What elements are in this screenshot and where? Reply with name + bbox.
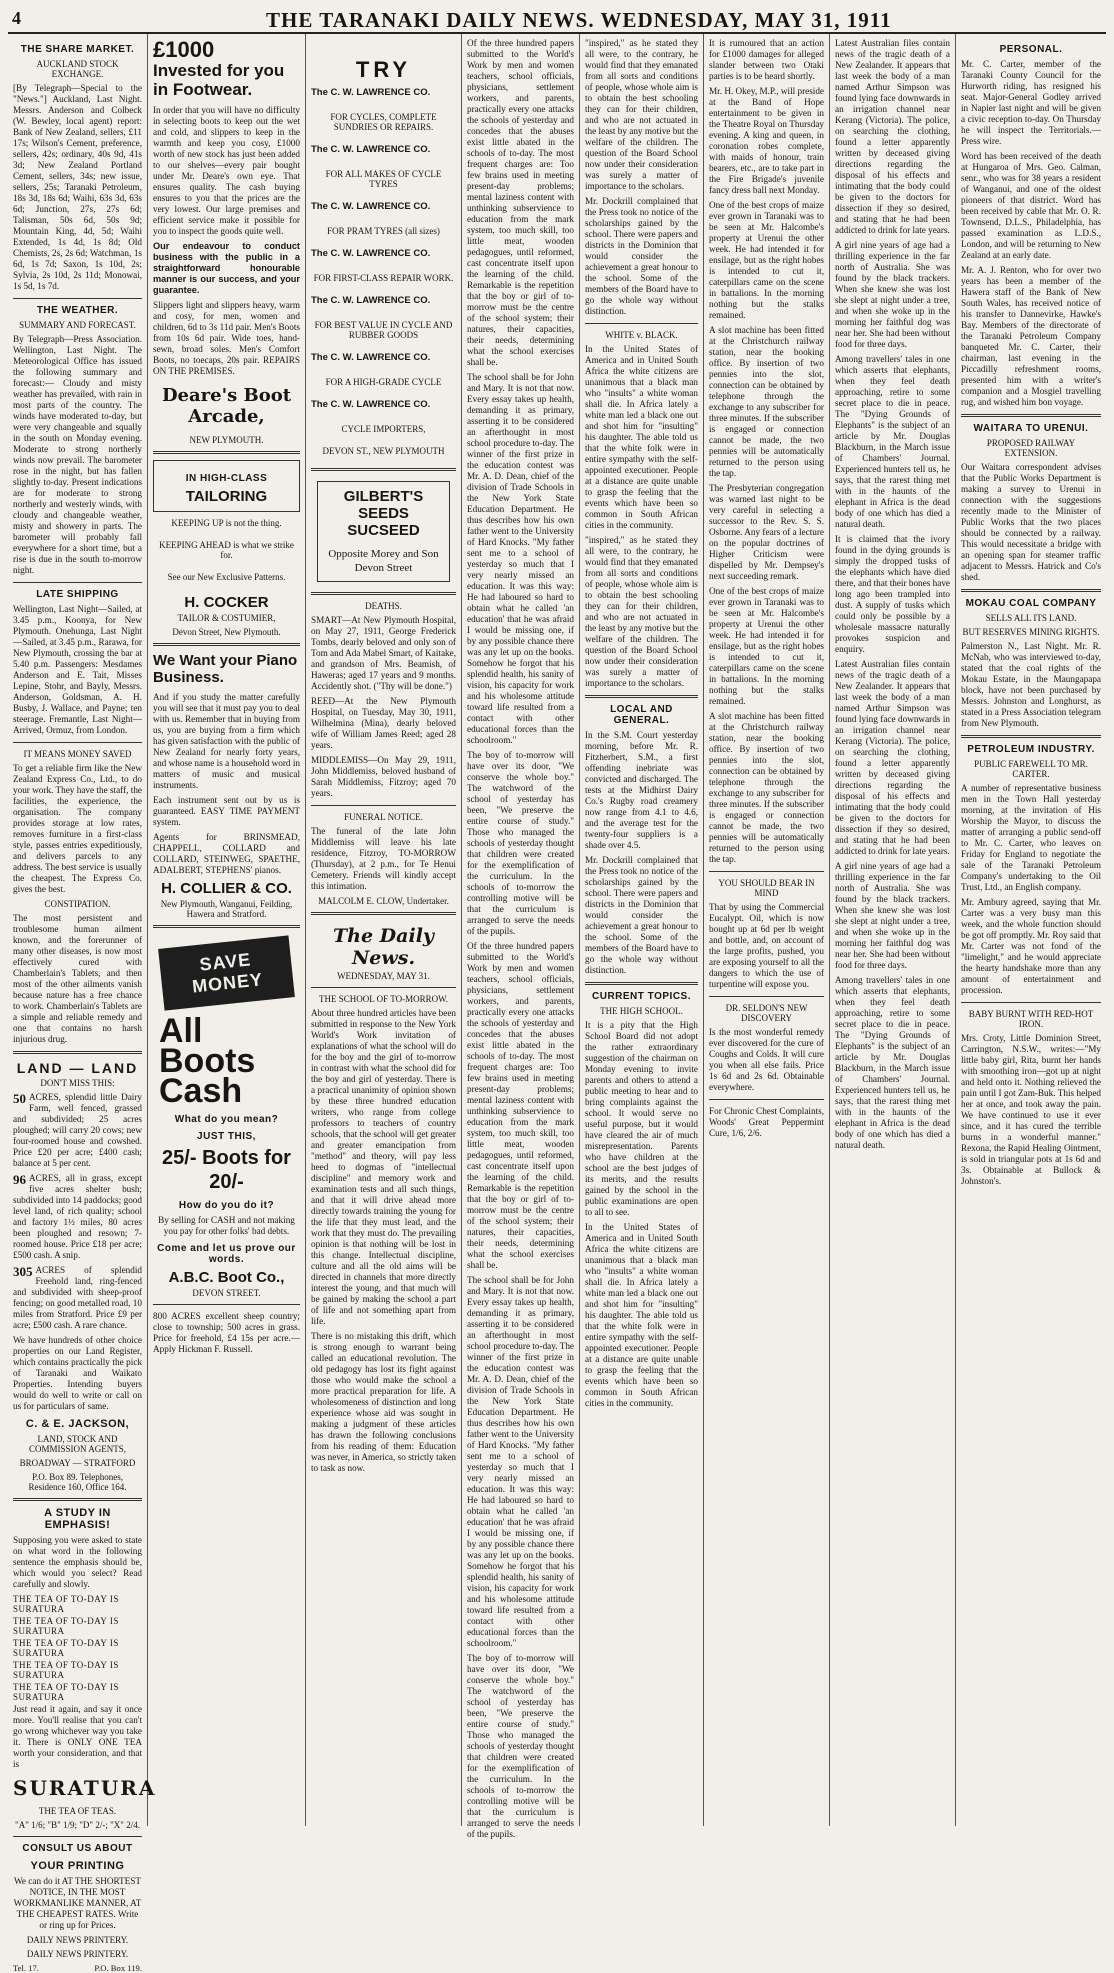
tailoring-copy: KEEPING AHEAD is what we strike for. xyxy=(159,540,294,560)
piano-body-2: Each instrument sent out by us is guaranteed. EASY TIME PAYMENT system. xyxy=(153,795,300,827)
lawrence-line: The C. W. LAWRENCE CO. xyxy=(311,201,431,212)
editorial-continued: The boy of to-morrow will have over its door, "We conserve the whole boy." The watchword of the school of yesterday has been, "We preserve the entire course of study." Those who managed the schools of yesterday thought that children were created for the exemplification of the curriculum. In the schools of to-morrow the controlling motive will be that the curriculum is arranged to serve the needs of the pupils. xyxy=(467,1653,574,1839)
tea-line: THE TEA OF TO-DAY IS SURATURA xyxy=(13,1660,119,1680)
land-sub: DON'T MISS THIS: xyxy=(40,1078,115,1088)
deare-price: £1000 xyxy=(153,37,215,62)
printery-line: DAILY NEWS PRINTERY. xyxy=(26,1949,129,1959)
shipping-heading: LATE SHIPPING xyxy=(36,589,119,600)
personal-body: Word has been received of the death at Hungaroa of Mrs. Geo. Calman, senr., who was for 38 years a resident of Wanganui, and one of the oldest pioneers of that district. Word has been received by cable that Mr. O. R. Townsend, D.L.S., Philadelphia, has passed examination as L.D.S., London, and will be returning to New Zealand at an early date. xyxy=(961,151,1101,260)
daily-news-date: WEDNESDAY, MAY 31. xyxy=(337,971,430,981)
seeds-line-2: SEEDS xyxy=(358,505,409,522)
column-4 xyxy=(462,34,580,1839)
waitara-heading: WAITARA TO URENUI. xyxy=(973,423,1089,434)
share-market-heading: THE SHARE MARKET. xyxy=(20,44,135,55)
tea-line: THE TEA OF TO-DAY IS SURATURA xyxy=(13,1616,119,1636)
weather-sub: SUMMARY AND FORECAST. xyxy=(19,320,136,330)
lawrence-item: FOR CYCLES, COMPLETE SUNDRIES OR REPAIRS. xyxy=(330,112,437,132)
iron-heading: BABY BURNT WITH RED-HOT IRON. xyxy=(968,1009,1094,1029)
page-number: 4 xyxy=(12,8,21,28)
suratura-grades: "A" 1/6; "B" 1/9; "D" 2/-; "X" 2/4. xyxy=(15,1820,140,1830)
lawrence-item: FOR A HIGH-GRADE CYCLE xyxy=(325,377,442,387)
column-8 xyxy=(956,34,1106,1826)
petroleum-body-2: Mr. Ambury agreed, saying that Mr. Carter was a very busy man this week, and the whole function should be got off promptly. Mr. Roy said that Mr. Carter was not fond of the "limelight," and he would appreciate the hearty handshake more than any amount of entertainment and procession. xyxy=(961,897,1101,995)
local-item: Latest Australian files contain news of the tragic death of a New Zealander. It appears that last week the body of a man named Arthur Simpson was found lying face downwards in an irrigation channel near Kerang (Victoria). The police, on searching the clothing, found a letter apparently written by deceased giving directions regarding the disposal of his effects and intimating that the body could be given to the doctors for dissection if they so desired, and stating that he had been addicted to drink for late years. xyxy=(835,659,950,856)
local-item: One of the best crops of maize ever grown in Taranaki was to be seen at Mr. Halcombe's property at Urenui the other week. He had intended it for ensilage, but as the right hobes is intended to cut it, caterpillars came on the scene in battalions. In the morning nothing but the stalks remained. xyxy=(709,586,824,706)
letters-body: Mr. Dockrill complained that the Press took no notice of the scholarships gained by the school. There were papers and districts in the Dominion that would consider the achievement a great honour to the school. Some of the members of the Board have to go the whole way without distinction. xyxy=(585,196,698,316)
local-item: A slot machine has been fitted at the Christchurch railway station, near the booking office. By insertion of two pennies into the slot, connection can be obtained by telephone through the exchange to any subscriber for three minutes. If the subscriber is engaged or connection cannot be made, the two pennies will be automatically returned to the person using the tap. xyxy=(709,325,824,478)
try-heading: TRY xyxy=(355,57,412,82)
share-market-body: [By Telegraph—Special to the "News."] Auckland, Last Night. Messrs. Anderson and Colbeck (W. Bewley, local agent) report: Bank of New Zealand, sellers, £11 17s; Wilson's Cement, preference, sellers, 42s; ordinary, 40s 9d, 41s 3d; New Zealand Portland Cement, sellers, 34s; new issue, sellers, 25s; Taranaki Petroleum, 18s 3d, 18s 6d; Waihi, 63s 3d, 63s 6d; Junction, 27s, 27s 6d; Talisman, 50s 6d, 50s 9d; Mountain King, 4d, 5d; Waihi Extended, 1s 4d, 1s 8d; Old Chemists, 2s, 2s 6d; Watchman, 1s 6d, 1s 7d; Saxon, 1s 10d, 2s; Sylvia, 2s 10d, 2s 11d; Monowai, 1s 5d, 1s 7d. xyxy=(13,83,142,291)
cocker-sub: TAILOR & COSTUMIER, xyxy=(177,613,276,623)
local-item: A girl nine years of age had a thrilling experience in the far north of Australia. She was found by the black trackers. When she knew she was lost she slept at night under a tree, and when she woke up in the morning her faithful dog was near her. She had been without food for three days. xyxy=(835,240,950,349)
deare-headline: Invested for you in Footwear. xyxy=(153,61,285,99)
local-general-heading: LOCAL AND GENERAL. xyxy=(610,704,673,726)
column-1 xyxy=(8,34,157,1973)
tea-line: THE TEA OF TO-DAY IS SURATURA xyxy=(13,1682,119,1702)
deaths-body: SMART—At New Plymouth Hospital, on May 27, 1911, George Frederick Tombs, dearly beloved and only son of Tom and Ada Mabel Smart, of Kaitake, and grandson of Mrs. Beamish, of Haweras; aged 17 years and 9 months. Accidently shot. ("Thy will be done.") xyxy=(311,615,456,691)
seeds-line-1: GILBERT'S xyxy=(343,488,424,505)
local-general-body: In the S.M. Court yesterday morning, before Mr. R. Fitzherbert, S.M., a first offending inebriate was convicted and discharged. The tests at the Midhirst Dairy Co.'s Rugby road creamery now range from 4.1 to 4.6, and the average test for the twenty-four suppliers is a shade over 4.5. xyxy=(585,730,698,850)
masthead xyxy=(8,6,1106,34)
land-item: 96 ACRES, all in grass, except five acres shelter bush; subdivided into 14 paddocks; good level land, of rich quality; school and factory 1½ miles, 80 acres been ploughed and resown; 7-roomed house. Price £18 per acre; £500 cash. A snip. xyxy=(13,1172,142,1260)
emphasis-body: Supposing you were asked to state on what word in the following sentence the emphasis should be, which would you select? Read carefully and slowly. xyxy=(13,1535,142,1589)
lawrence-item: FOR ALL MAKES OF CYCLE TYRES xyxy=(325,169,442,189)
tea-line: THE TEA OF TO-DAY IS SURATURA xyxy=(13,1638,119,1658)
lawrence-line: The C. W. LAWRENCE CO. xyxy=(311,352,431,363)
local-item: It is claimed that the ivory found in the dying grounds is simply the dropped tusks of the elephants which have died there, and that their bones have long ago been trampled into dust. A supply of tusks which could only be possible by a wholesale massacre naturally provokes suspicion and enquiry. xyxy=(835,534,950,654)
current-topics-body: In the United States of America and in United South Africa the white citizens are unanimous that a black man who "insults" a white woman shall die. In Africa lately a white man led a black one out and shot him for "insulting" his daughter. The able told us that the white folk were in entire sympathy with the self-appointed executioner. People at a distance are quite unable to grasp the feeling that the events which have been so common in South African cities in the community. xyxy=(585,1222,698,1408)
column-3 xyxy=(306,34,462,1826)
seeds-sub: Opposite Morey and Son Devon Street xyxy=(328,548,439,574)
local-item: Among travellers' tales in one which asserts that elephants, when they feel death approaching, retire to some secret place to die in peace. The "Dying Grounds of Elephants" is the subject of an article by Mr. Douglas Blackburn, in the March issue of Chambers' Journal. Experienced hunters tell us, he says, that the rarest thing met with in the haunts of the elephant in Africa is the dead body of one which has died a natural death. xyxy=(835,354,950,529)
cocker-address: Devon Street, New Plymouth. xyxy=(172,627,281,637)
mokau-sub-2: BUT RESERVES MINING RIGHTS. xyxy=(962,627,1100,637)
weather-heading: THE WEATHER. xyxy=(36,305,119,316)
local-item: Among travellers' tales in one which asserts that elephants, when they feel death approaching, retire to some secret place to die in peace. The "Dying Grounds of Elephants" is the subject of an article by Mr. Douglas Blackburn, in the March issue of Chambers' Journal. Experienced hunters tell us, he says, that the rarest thing met with in the haunts of the elephant in Africa is the dead body of one which has died a natural death. xyxy=(835,975,950,1150)
seeds-line-3: SUCSEED xyxy=(347,522,420,539)
constipation-heading: CONSTIPATION. xyxy=(44,899,111,909)
russell-ad: 800 ACRES excellent sheep country; close to township; 500 acres in grass. Price for freehold, £4 15s per acre.—Apply Hickman F. Russell. xyxy=(153,1311,300,1354)
current-topics-sub: THE HIGH SCHOOL. xyxy=(600,1006,683,1016)
constipation-body: The most persistent and troublesome human ailment known, and the forerunner of many other diseases, is now most effectively cured with Chamberlain's Tablets, and then most of the other ailments vanish because nature has a free chance to work. Chamberlain's Tablets are a simple and reliable remedy and one that contains no harsh injurious drug. xyxy=(13,913,142,1044)
local-item: Mr. H. Okey, M.P., will preside at the Band of Hope entertainment to be given in the Theatre Royal on Thursday evening. A king and queen, in coronation robes complete, with maids of honour, train bearers, etc., are to take part in the Fire Brigade's juvenile fancy dress ball next Monday. xyxy=(709,86,825,195)
column-7 xyxy=(830,34,956,1826)
seldon-heading: DR. SELDON'S NEW DISCOVERY xyxy=(725,1003,808,1023)
boots-mean: What do you mean? xyxy=(174,1114,279,1125)
funeral-body: The funeral of the late John Middlemiss will leave his late residence, Fitzroy, TO-MORROW (Thursday), at 2 p.m., for Te Henui Cemetery. Friends will kindly accept this intimation. xyxy=(311,826,456,891)
tea-body: Just read it again, and say it once more. You'll realise that you can't go wrong whichever way you take it. There is ONLY ONE TEA worth your consideration, and that is xyxy=(13,1704,142,1769)
printing-body: We can do it AT THE SHORTEST NOTICE, IN THE MOST WORKMANLIKE MANNER, AT THE CHEAPEST RATES. Write or ring up for Prices. xyxy=(13,1876,142,1930)
personal-body: Mr. C. Carter, member of the Taranaki County Council for the Hurworth riding, has resigned his seat. Major-General Godley arrived in Napier last night and will be given a civic reception to-day. On Thursday he will inspect the Territorials.—Press wire. xyxy=(961,59,1101,146)
column-6 xyxy=(704,34,830,1826)
local-item: One of the best crops of maize ever grown in Taranaki was to be seen at Mr. Halcombe's property at Urenui the other week. He had intended it for ensilage, but as the right hobes is intended to cut it, caterpillars came on the scene in battalions. In the morning nothing but the stalks remained. xyxy=(709,200,824,320)
deare-town: NEW PLYMOUTH. xyxy=(189,435,264,445)
tailoring-copy: See our New Exclusive Patterns. xyxy=(167,572,286,582)
mokau-heading: MOKAU COAL COMPANY xyxy=(965,598,1097,609)
letters-body: "inspired," as he stated they all were, to the contrary, he would find that they emanated from all sorts and conditions of people, whose whole aim is to obtain the best schooling they can for their children, and who are not actuated in the least by any motive but the welfare of the children. The question of the Board School now under their consideration was surely a matter of importance to the scholars. xyxy=(585,38,698,191)
lawrence-item: CYCLE IMPORTERS, xyxy=(341,424,426,434)
jackson-name: C. & E. JACKSON, xyxy=(25,1418,130,1430)
abc-boot-name: A.B.C. Boot Co., xyxy=(168,1269,285,1286)
petroleum-body: A number of representative business men in the Town Hall yesterday morning, at the invitation of His Worship the Mayor, to discuss the matter of arranging a public send-off to Mr. C. Carter, who leaves on Friday for England to negotiate the sale of the Taranaki Petroleum Company's undertaking to the Oil Trust, Ltd., an English company. xyxy=(961,783,1101,892)
personal-heading: PERSONAL. xyxy=(999,44,1063,55)
local-item: Latest Australian files contain news of the tragic death of a New Zealander. It appears that last week the body of a man named Arthur Simpson was found lying face downwards in an irrigation channel near Kerang (Victoria). The police, on searching the clothing, found a letter apparently written by deceased giving directions regarding the disposal of his effects and intimating that the body could be given to the doctors for dissection if they so desired, and stating that he had been addicted to drink for late years. xyxy=(835,38,950,235)
emphasis-heading: A STUDY IN EMPHASIS! xyxy=(44,1507,111,1531)
iron-body: Mrs. Croty, Little Dominion Street, Carrington, N.S.W., writes:—"My little baby girl, Rita, burnt her hands with smoothing iron—got up at night and held onto it. Nothing relieved the pain until I got Zam-Buk. This helped her at once, and took away the pain. We have continued to use it ever since, and it has cured the terrible burns in a wonderful manner." Rexona, the Rapid Healing Ointment, is sold in triangular pots at 1s 6d and 3s. Obtainable at Bullock & Johnston's. xyxy=(961,1033,1101,1186)
printing-heading: YOUR PRINTING xyxy=(30,1860,125,1872)
white-black-body: In the United States of America and in United South Africa the white citizens are unanimous that a black man who "insults" a white woman shall die. In Africa lately a white man led a black one out and shot him for "insulting" his daughter. The able told us that the white folk were in entire sympathy with the self-appointed executioner. People at a distance are quite unable to grasp the feeling that the events which have been so common in South African cities in the community. xyxy=(585,344,698,530)
printery-contacts xyxy=(13,1963,142,1973)
boots-how: How do you do it? xyxy=(178,1200,275,1211)
mokau-sub: SELLS ALL ITS LAND. xyxy=(985,613,1077,623)
tailoring-line-2: TAILORING xyxy=(185,488,268,505)
editorial-body: About three hundred articles have been submitted in response to the New York World's Work invitation of explanations of what the school will do for the boy and the girl of to-morrow in contrast with what the school did for the boy and girl of yesterday. There is a practical unanimity of opinion shown by these three hundred education writers, who range from college professors to teachers of country schools, that the school will get greater and greater emancipation from "method" and theory, will pay less heed to dogmas of "intellectual discipline" and memory work and examination tests and all such things, and that it will drive ahead more directly towards training the young for the life that they must lead, and the work that they must do. The prevailing opinion is that nothing will be lost in this change. Intellectual discipline, culture and all the old aims will be directed in channels that more directly interest the young, and that much will be gained by making the school a part of life and not something apart from life. xyxy=(311,1008,456,1326)
editorial-continued: The school shall be for John and Mary. It is not that now. Every essay takes up health, demanding it as primary, asserting it to be considered an afterthought in most school procedure to-day. The winner of the first prize in the education contest was Mr. A. D. Dean, chief of the division of Trade Schools in the New York State Education Department. He thus describes how his own father went to the University of Hard Knocks. "My father sent me to a school of yesterday so much that I very nearly missed an education. It was this way: He had laboured so hard to obtain what he called 'an education' that he was afraid I would be missing one, if by any possible chance there was any let up on the books. Somehow he forgot that his splendid health, his sanity of vision, his capacity for work and his wholesome attitude toward life resulted from a contact with other educational forces than the schoolroom." xyxy=(467,1275,574,1648)
deare-body: In order that you will have no difficulty in selecting boots to keep out the wet and cold, and slippers to keep in the warmth and keep you cosy, £1000 worth of new stock has just been added to our shelves—every pair bought under Mr. Deare's own eye. That ensures quality. The cash buying ensures to you that the prices are the very lowest. Our large premises and efficient service make it possible for you to inspect the goods quite well. xyxy=(153,105,300,236)
printery-pobox: P.O. Box 119. xyxy=(94,1963,142,1973)
column-2 xyxy=(148,34,306,1826)
printery-tel: Tel. 17. xyxy=(13,1963,39,1973)
deare-bold: Our endeavour to conduct business with the public in a straightforward honourable manner is our success, and your guarantee. xyxy=(153,241,300,295)
bear-in-mind-body: That by using the Commercial Eucalypt. Oil, which is now bought up at 6d per lb weight and bottle, and, on account of the large profits, pushed, you are exposing yourself to all the dangers to which the use of turpentine will expose you. xyxy=(709,902,824,989)
deare-name: Deare's Boot Arcade, xyxy=(161,385,292,427)
tailoring-line-1: IN HIGH-CLASS xyxy=(185,473,268,484)
current-topics-body: It is a pity that the High School Board did not adopt the rather extraordinary suggestion of the chairman on Monday evening to invite parents and others to attend a public meeting to hear and to bring complaints against the school. It would serve no useful purpose, but it would have cleared the air of much misrepresentation. Parents who have children at the school are the best judges of its merits, and the results gained by the school in the public examinations are open to all to see. xyxy=(585,1020,698,1217)
mokau-body: Palmerston N., Last Night. Mr. R. McNab, who was interviewed to-day, stated that the coal rights of the Mokau Estate, in the Maungapapa block, have not been purchased by Messrs. Johnston and Longhurst, as stated in a Press Association telegram from New Plymouth. xyxy=(961,641,1101,728)
editorial-body-2: There is no mistaking this drift, which is strong enough to warrant being called an educational revolution. The old pedagogy has lost its fight against those who would make the school a more practical preparation for life. A wholesomeness of distinction and long experience whose aid was sought in making a judgment of these articles has drawn the following conclusions from his reading of them: Education was never, in America, so strictly taken to task as now. xyxy=(311,1331,456,1473)
waitara-body: Our Waitara correspondent advises that the Public Works Department is making a survey to Urenui in connection with the suggestions recently made to the Minister of Public Works that the two places should be connected by a railway. This would necessitate a bridge with an opening span for steamer traffic adjacent to Messrs. Hatrick and Co's shed. xyxy=(961,462,1101,582)
collier-name: H. COLLIER & CO. xyxy=(161,880,292,897)
lawrence-line: The C. W. LAWRENCE CO. xyxy=(311,399,431,410)
editorial-continued: The boy of to-morrow will have over its door, "We conserve the whole boy." The watchword of the school of yesterday has been, "We preserve the entire course of study." Those who managed the schools of yesterday thought that children were created for the exemplification of the curriculum. In the schools of to-morrow the controlling motive will be that the curriculum is arranged to serve the needs of the pupils. xyxy=(467,750,574,936)
abc-boot-town: DEVON STREET. xyxy=(192,1288,261,1298)
boots-body: By selling for CASH and not making you pay for other folks' bad debts. xyxy=(158,1215,295,1236)
shipping-body: Wellington, Last Night—Sailed, at 3.45 p.m., Koonya, for New Plymouth. Onehunga, Last Night—Sailed, at 3.45 p.m., Rarawa, for New Plymouth, crossing the bar at 5.40 p.m. Passengers: Mesdames Anderson and E. Tait, Misses Lepine, Stohr, and Bayly, Messrs. Anderson, Goldsman, A. H. Busby, J. Wallace, and Payne; ten steerage. Fremantle, Last Night—Arrived, Ormuz, from London. xyxy=(13,604,142,735)
deaths-body-3: MIDDLEMISS—On May 29, 1911, John Middlemiss, beloved husband of Sarah Middlemiss, Fitzroy; aged 70 years. xyxy=(311,755,456,798)
petroleum-sub: PUBLIC FAREWELL TO MR. CARTER. xyxy=(974,759,1088,779)
piano-headline: We Want your Piano Business. xyxy=(153,652,298,686)
land-heading: LAND — LAND xyxy=(16,1060,139,1076)
white-black-heading: WHITE v. BLACK. xyxy=(605,330,678,340)
all-boots-cash: All Boots Cash xyxy=(159,1012,256,1110)
columns xyxy=(8,34,1106,1973)
deaths-body-2: REED—At the New Plymouth Hospital, on Tuesday, May 30, 1911, Wilhelmina (Mina), dearly beloved wife of William James Reed; aged 28 years. xyxy=(311,696,456,750)
local-item: A slot machine has been fitted at the Christchurch railway station, near the booking office. By insertion of two pennies into the slot, connection can be obtained by telephone through the exchange to any subscriber for three minutes. If the subscriber is engaged or connection cannot be made, the two pennies will be automatically returned to the person using the tap. xyxy=(709,711,824,864)
daily-news-logo: The Daily News. xyxy=(333,925,434,969)
jackson-sub: LAND, STOCK AND COMMISSION AGENTS, xyxy=(28,1434,126,1454)
tea-line: THE TEA OF TO-DAY IS SURATURA xyxy=(13,1594,119,1614)
collier-address: New Plymouth, Wanganui, Feilding, Hawera and Stratford. xyxy=(160,899,293,919)
lawrence-item: FOR BEST VALUE IN CYCLE AND RUBBER GOODS xyxy=(314,320,453,340)
woods-ad: For Chronic Chest Complaints, Woods' Great Peppermint Cure, 1/6, 2/6. xyxy=(709,1106,824,1138)
weather-body: By Telegraph—Press Association. Wellington, Last Night. The Meteorological Office has issued the following summary and forecast:— Cloudy and misty weather has prevailed, with rain in most parts of the country. The winds have moderated to-day, but were very changeable and squally in the south on Monday evening. Moderate to strong northerly winds now prevail. The barometer rose in the night, but has fallen slightly to-day. Present indications are for moderate to strong northerly and westerly winds, with cloudy and changeable weather, misty and showery in parts. The barometer will probably fall everywhere for a short time, but a rise is due in the south to-morrow night. xyxy=(13,334,142,575)
printery-line: DAILY NEWS PRINTERY. xyxy=(26,1935,129,1945)
local-item: A girl nine years of age had a thrilling experience in the far north of Australia. She was found by the black trackers. When she knew she was lost she slept at night under a tree, and when she woke up in the morning her faithful dog was near her. She had been without food for three days. xyxy=(835,861,950,970)
boots-just: JUST THIS, xyxy=(197,1131,256,1142)
lawrence-line: The C. W. LAWRENCE CO. xyxy=(311,295,431,306)
boots-price: 25/- Boots for 20/- xyxy=(162,1147,291,1193)
tailoring-box xyxy=(153,460,300,512)
jackson-address: BROADWAY — STRATFORD xyxy=(19,1458,136,1468)
funeral-heading: FUNERAL NOTICE. xyxy=(344,812,423,822)
bear-in-mind-heading: YOU SHOULD BEAR IN MIND xyxy=(718,878,815,898)
tailoring-copy: KEEPING UP is not the thing. xyxy=(171,518,282,528)
boots-come: Come and let us prove our words. xyxy=(157,1243,296,1265)
local-general-body: Mr. Dockrill complained that the Press took no notice of the scholarships gained by the school. There were papers and districts in the Dominion that would consider the achievement a great honour to the school. Some of the members of the Board have to go the whole way without distinction. xyxy=(585,855,698,975)
lawrence-item: FOR PRAM TYRES (all sizes) xyxy=(327,226,440,236)
editorial-continued: Of the three hundred papers submitted to the World's Work by men and women teachers, school officials, physicians, settlement workers, and parents, practically every one attacks the schools of yesterday and concedes that the abuses exist little abated in the schools of to-day. The most frequent charges are: Too few brains used in meeting present-day problems; mental laziness content with unthinking subservience to education from the mark system, too much skill, too little meat, wooden pedagogues, until reformed, cast concentrate itself upon the learning of the child. Remarkable is the repetition that the boy or girl of to-morrow must be the centre of the school system; their natures, their capacities, their needs, determining what the school exercises shall be. xyxy=(467,941,574,1270)
deare-lines: Slippers light and slippers heavy, warm and cosy, for men, women and children, 6d to 3s 11d pair. Men's Boots from 10s 6d pair. Wide toes, hand-sewn, broad soles. Men's Comfort Boots, no toecaps, 20s pair. REPAIRS ON THE PREMISES. xyxy=(153,300,300,376)
personal-body: Mr. A. J. Renton, who for over two years has been a member of the Hawera staff of the Bank of New South Wales, has received notice of his transfer to Dannevirke, Hawke's Bay. Members of the directorate of the Taranaki Petroleum Company banqueted Mr. C. Carter, their chairman, last evening in the Piccadilly refreshment rooms, presented him with a writer's companion and a Mosgiel travelling rug, and wished him bon voyage. xyxy=(961,265,1101,407)
land-body: We have hundreds of other choice properties on our Land Register, which contains practically the pick of Taranaki and Waikato Properties. Intending buyers would do well to write or call on us for particulars of same. xyxy=(13,1335,142,1411)
deaths-heading: DEATHS. xyxy=(365,601,402,611)
local-item: It is rumoured that an action for £1000 damages for alleged slander between two Otaki parties is to be heard shortly. xyxy=(709,38,824,81)
editorial-continued: The school shall be for John and Mary. It is not that now. Every essay takes up health, demanding it as primary, asserting it to be considered an afterthought in most school procedure to-day. The winner of the first prize in the education contest was Mr. A. D. Dean, chief of the division of Trade Schools in the New York State Education Department. He thus describes how his own father went to the University of Hard Knocks. "My father sent me to a school of yesterday so much that I very nearly missed an education. It was this way: He had laboured so hard to obtain what he called 'an education' that he was afraid I would be missing one, if by any possible chance there was any let up on the books. Somehow he forgot that his splendid health, his sanity of vision, his capacity for work and his wholesome attitude toward life resulted from a contact with other educational forces than the schoolroom." xyxy=(467,372,574,745)
seeds-box xyxy=(317,481,450,582)
newspaper-title: THE TARANAKI DAILY NEWS. WEDNESDAY, MAY 31, 1911 xyxy=(266,8,892,32)
land-item: 305 ACRES of splendid Freehold land, ring-fenced and subdivided with sheep-proof fencing; on good metalled road, 10 miles from Stratford. Price £9 per acre; £500 cash. A rare chance. xyxy=(13,1264,142,1330)
editorial-heading: THE SCHOOL OF TO-MORROW. xyxy=(318,994,448,1004)
white-black-body: "inspired," as he stated they all were, to the contrary, he would find that they emanated from all sorts and conditions of people, whose whole aim is to obtain the best schooling they can for their children, and who are not actuated in the least by any motive but the welfare of the children. The question of the Board School now under their consideration was surely a matter of importance to the scholars. xyxy=(585,535,698,688)
petroleum-heading: PETROLEUM INDUSTRY. xyxy=(967,744,1095,755)
current-topics-heading: CURRENT TOPICS. xyxy=(592,991,691,1002)
consult-heading: CONSULT US ABOUT xyxy=(22,1843,133,1854)
suratura-brand: SURATURA xyxy=(13,1776,157,1800)
save-money-banner: SAVE MONEY xyxy=(158,935,295,1010)
suratura-sub: THE TEA OF TEAS. xyxy=(38,1806,117,1816)
cocker-name: H. COCKER xyxy=(184,594,269,611)
share-market-sub: AUCKLAND STOCK EXCHANGE. xyxy=(36,59,119,79)
funeral-signature: MALCOLM E. CLOW, Undertaker. xyxy=(318,896,449,906)
seldon-body: Is the most wonderful remedy ever discovered for the cure of Coughs and Colds. It will cure you when all else fails. Price 1s 6d and 2s 6d. Obtainable everywhere. xyxy=(709,1027,824,1092)
money-body: To get a reliable firm like the New Zealand Express Co., Ltd., to do your work. They have the staff, the facilities, the experience, the organisation. The company provides storage at low rates, removes furniture in a first-class style, passes entries expeditiously, and delivers parcels to any address. The best service is usually the cheapest. The Express Co. gives the best. xyxy=(13,763,142,894)
jackson-po: P.O. Box 89. Telephones, Residence 160, Office 164. xyxy=(28,1472,127,1492)
piano-body: And if you study the matter carefully you will see that it must pay you to deal with us. Remember that in buying from us, you are buying from a firm which has given satisfaction with the public of New Zealand for nearly forty years, and whose name is a household word in matters of music and musical instruments. xyxy=(153,692,300,790)
editorial-continued: Of the three hundred papers submitted to the World's Work by men and women teachers, school officials, physicians, settlement workers, and parents, practically every one attacks the schools of yesterday and concedes that the abuses exist little abated in the schools of to-day. The most frequent charges are: Too few brains used in meeting present-day problems; mental laziness content with unthinking subservience to education from the mark system, too much skill, too little meat, wooden pedagogues, until reformed, cast concentrate itself upon the learning of the child. Remarkable is the repetition that the boy or girl of to-morrow must be the centre of the school system; their natures, their capacities, their needs, determining what the school exercises shall be. xyxy=(467,38,574,367)
waitara-sub: PROPOSED RAILWAY EXTENSION. xyxy=(986,438,1076,458)
lawrence-line: The C. W. LAWRENCE CO. xyxy=(311,248,431,259)
lawrence-item: FOR FIRST-CLASS REPAIR WORK. xyxy=(313,273,454,283)
column-5 xyxy=(580,34,704,1826)
lawrence-line: The C. W. LAWRENCE CO. xyxy=(311,87,431,98)
local-item: The Presbyterian congregation was warned last night to be very careful in selecting a successor to the Rev. S. S. Osborne. Any fears of a lecture on the popular doctrines of Higher Criticism were dispelled by Mr. Dempsey's next succeeding remark. xyxy=(709,483,824,581)
piano-agents: Agents for BRINSMEAD, CHAPPELL, COLLARD and COLLARD, STEINWEG, SPAETHE, ADALBERT, STEPHENS' pianos. xyxy=(153,832,300,875)
land-item: 50 ACRES, splendid little Dairy Farm, well fenced, grassed and subdivided; 25 acres ploughed; will carry 20 cows; new four-roomed house and cowshed. Price £20 per acre; £400 cash; balance at 5 per cent. xyxy=(13,1091,142,1168)
money-heading: IT MEANS MONEY SAVED xyxy=(23,749,132,759)
lawrence-line: The C. W. LAWRENCE CO. xyxy=(311,144,431,155)
lawrence-address: DEVON ST., NEW PLYMOUTH xyxy=(322,446,445,456)
